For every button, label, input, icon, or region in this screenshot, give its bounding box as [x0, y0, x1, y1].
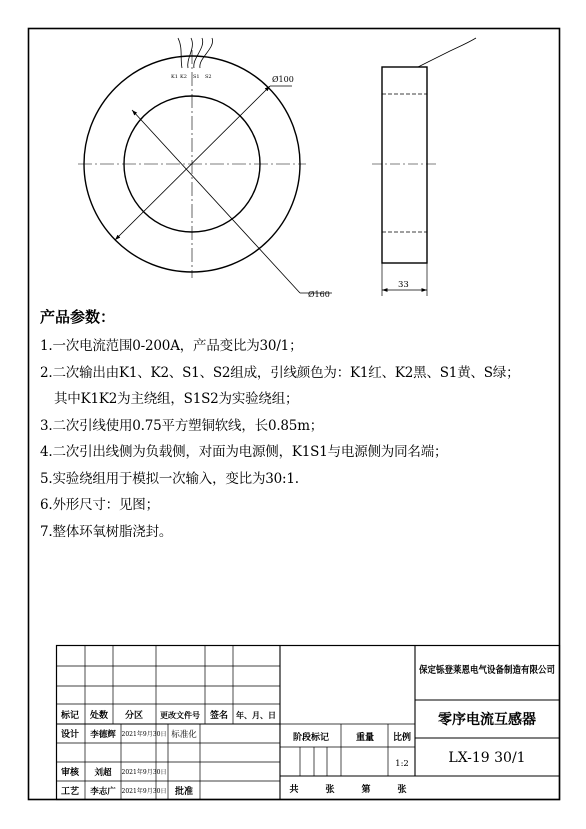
total-label: 共 — [289, 785, 299, 795]
standardization-label: 标准化 — [171, 730, 197, 740]
terminal-label: S2 — [205, 74, 212, 80]
design-label: 设计 — [60, 730, 80, 740]
terminal-label: S1 — [193, 74, 200, 80]
parameter-line: 4.二次引出线侧为负载侧，对面为电源侧，K1S1与电源侧为同名端； — [40, 444, 448, 460]
header-sign: 签名 — [209, 711, 229, 721]
process-date: 2021年9月30日 — [121, 788, 167, 795]
lead-wire — [418, 38, 476, 67]
process-person: 李志广 — [90, 787, 116, 797]
ring-side-view — [372, 38, 476, 296]
dimension-height: 33 — [398, 280, 409, 290]
reviewer-name: 刘超 — [94, 768, 112, 778]
parameter-line: 2.二次输出由K1、K2、S1、S2组成，引线颜色为：K1红、K2黑、S1黄、S绿； — [40, 364, 520, 381]
scale-value: 1:2 — [395, 759, 409, 769]
company-name: 保定铄登莱恩电气设备制造有限公司 — [419, 665, 572, 676]
review-label: 审核 — [60, 768, 80, 778]
side-outline — [382, 67, 427, 263]
product-parameters — [40, 307, 570, 549]
process-label: 工艺 — [60, 787, 80, 797]
header-zone: 分区 — [124, 711, 144, 721]
sheet-label: 张 — [397, 785, 407, 795]
terminal-label: K2 — [180, 74, 187, 80]
lead-wire — [194, 38, 203, 68]
sheets-label: 张 — [325, 785, 335, 795]
terminal-label: K1 — [171, 74, 178, 80]
product-name: 零序电流互感器 — [438, 712, 536, 728]
parameter-line: 1.一次电流范围0-200A，产品变比为30/1； — [40, 338, 303, 354]
header-date: 年、月、日 — [236, 710, 276, 720]
parameter-line: 其中K1K2为主绕组，S1S2为实验绕组； — [54, 391, 299, 407]
sheet-number-label: 第 — [361, 785, 371, 795]
header-mark: 标记 — [60, 711, 80, 721]
lead-wire — [200, 38, 213, 68]
weight-label: 重量 — [355, 733, 375, 743]
dimension-inner-diameter: Ø160 — [308, 290, 330, 299]
parameters-heading: 产品参数： — [40, 308, 116, 326]
header-count: 处数 — [89, 711, 109, 721]
product-model: LX-19 30/1 — [448, 750, 526, 766]
stage-mark-label: 阶段标记 — [292, 733, 330, 743]
dimension-line-outer-diameter — [115, 86, 270, 240]
design-date: 2021年9月30日 — [121, 731, 167, 738]
ring-front-view — [78, 38, 332, 299]
parameter-line: 5.实验绕组用于模拟一次输入，变比为30:1. — [40, 470, 299, 487]
title-block-text — [60, 664, 572, 797]
dimension-outer-diameter: Ø100 — [272, 75, 294, 84]
review-date: 2021年9月30日 — [121, 769, 167, 776]
parameter-line: 6.外形尺寸：见图； — [40, 497, 159, 513]
lead-wire — [178, 38, 182, 68]
header-change-doc: 更改文件号 — [160, 710, 200, 720]
parameter-line: 7.整体环氧树脂浇封。 — [40, 523, 173, 540]
designer-name: 李德辉 — [90, 730, 116, 740]
scale-label: 比例 — [392, 733, 412, 743]
approve-label: 批准 — [174, 787, 194, 797]
parameter-line: 3.二次引线使用0.75平方塑铜软线，长0.85m； — [40, 417, 324, 434]
